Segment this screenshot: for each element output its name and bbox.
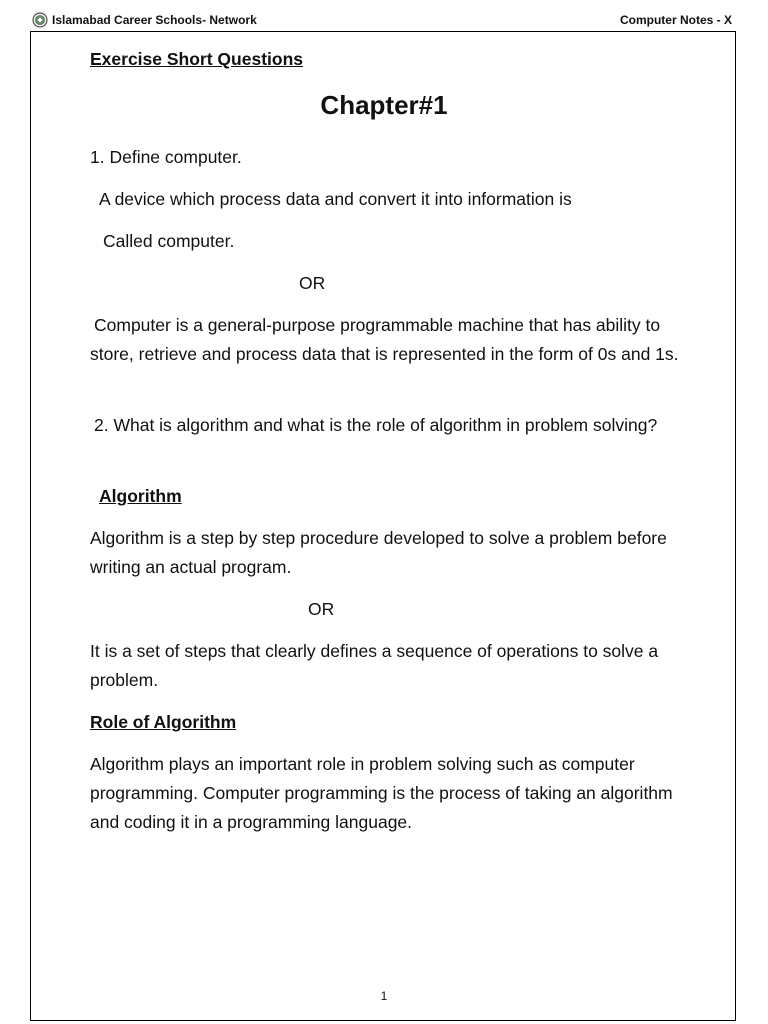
role-heading: Role of Algorithm [90,712,237,732]
answer-1-line-1: A device which process data and convert it into information is [99,189,572,209]
answer-1-alternate: Computer is a general-purpose programmable machine that has ability to store, retrieve and process data that is represented in the form of 0s and 1s. [90,315,679,365]
page-header [32,11,732,29]
school-logo-icon [32,12,48,28]
section-heading: Exercise Short Questions [90,49,303,69]
algorithm-definition: Algorithm is a step by step procedure developed to solve a problem before writing an actual program. [90,528,667,578]
page-number: 1 [380,989,388,1003]
question-2: 2. What is algorithm and what is the role of algorithm in problem solving? [94,415,658,435]
algorithm-heading: Algorithm [99,486,182,506]
algorithm-alternate: It is a set of steps that clearly defines a sequence of operations to solve a problem. [90,641,659,691]
chapter-title: Chapter#1 [320,90,448,120]
subject-name: Computer Notes - X [619,13,732,27]
or-separator-2: OR [308,599,335,619]
role-text: Algorithm plays an important role in problem solving such as computer programming. Computer programming is the process of taking an algorithm and coding it in a programming language. [90,754,673,833]
header-left [32,12,257,28]
or-separator-1: OR [299,273,326,293]
question-1: 1. Define computer. [90,147,242,167]
answer-1-line-2: Called computer. [103,231,235,251]
school-name: Islamabad Career Schools- Network [52,13,257,27]
